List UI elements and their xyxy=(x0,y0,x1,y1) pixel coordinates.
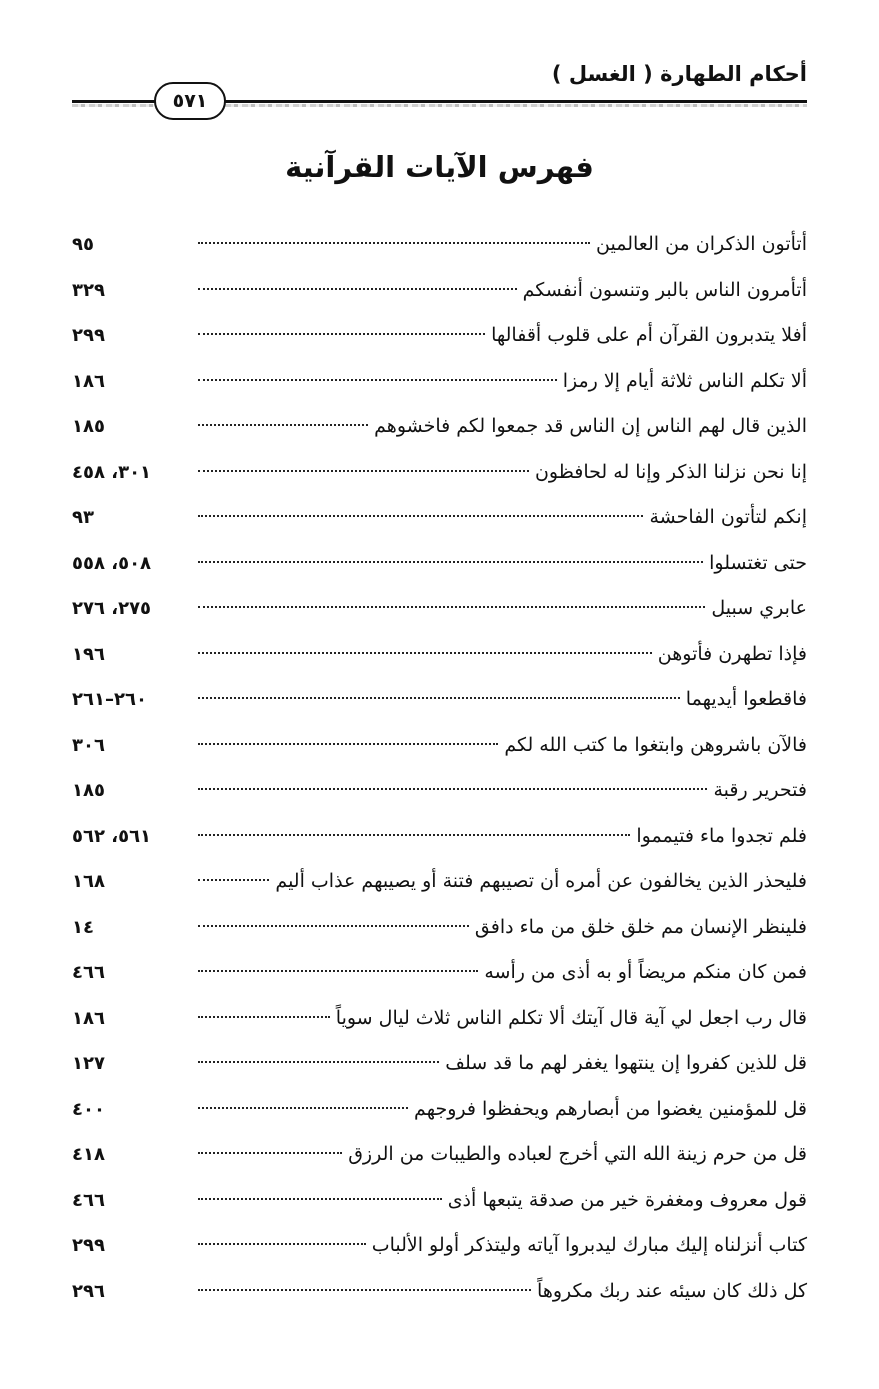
dot-leader xyxy=(198,424,368,426)
verse-text: فلم تجدوا ماء فتيمموا xyxy=(636,824,807,847)
page-refs: ٣٠١، ٤٥٨ xyxy=(72,461,152,483)
index-title: فهرس الآيات القرآنية xyxy=(285,150,594,184)
index-entry xyxy=(72,859,807,905)
page-refs: ٢٦٠–٢٦١ xyxy=(72,689,147,710)
dot-leader xyxy=(198,606,705,608)
index-entry xyxy=(72,1178,807,1224)
index-entry xyxy=(72,768,807,814)
dot-leader xyxy=(198,379,557,381)
page-refs: ٥٠٨، ٥٥٨ xyxy=(72,552,152,574)
index-entry xyxy=(72,950,807,996)
page-number: ٥٧١ xyxy=(154,82,226,120)
page-refs: ١٨٦ xyxy=(72,1007,105,1029)
book-title: أحكام الطهارة ( الغسل ) xyxy=(551,62,807,86)
index-entry xyxy=(72,1041,807,1087)
page-refs: ١٨٥ xyxy=(72,416,105,437)
page-refs: ٤٠٠ xyxy=(72,1098,105,1120)
verse-text: فمن كان منكم مريضاً أو به أذى من رأسه xyxy=(484,961,807,983)
index-entry xyxy=(72,222,807,268)
dot-leader xyxy=(198,834,630,836)
index-entry xyxy=(72,632,807,678)
dot-leader xyxy=(198,925,469,927)
index-entry xyxy=(72,586,807,632)
verse-text: قل للذين كفروا إن ينتهوا يغفر لهم ما قد سلف xyxy=(445,1052,807,1074)
verse-text: عابري سبيل xyxy=(711,597,807,619)
page-refs: ٢٩٦ xyxy=(72,1280,105,1302)
verse-index-list xyxy=(72,222,807,1314)
index-entry xyxy=(72,313,807,359)
running-header xyxy=(72,62,807,110)
dot-leader xyxy=(198,1061,439,1063)
page-refs: ٢٩٩ xyxy=(72,1235,105,1256)
index-entry xyxy=(72,404,807,450)
verse-text: كل ذلك كان سيئه عند ربك مكروهاً xyxy=(537,1279,807,1302)
verse-text: فالآن باشروهن وابتغوا ما كتب الله لكم xyxy=(504,733,807,756)
verse-text: قال رب اجعل لي آية قال آيتك ألا تكلم الناس ثلاث ليال سوياً xyxy=(335,1006,807,1029)
index-entry xyxy=(72,1087,807,1133)
page-refs: ٢٩٩ xyxy=(72,325,105,346)
page-refs: ١٦٨ xyxy=(72,871,105,892)
dot-leader xyxy=(198,970,478,972)
page-refs: ٢٧٥، ٢٧٦ xyxy=(72,598,152,619)
page-refs: ١٨٥ xyxy=(72,780,105,801)
verse-text: فلينظر الإنسان مم خلق خلق من ماء دافق xyxy=(474,915,807,938)
verse-text: قل للمؤمنين يغضوا من أبصارهم ويحفظوا فروجهم xyxy=(414,1097,807,1120)
dot-leader xyxy=(198,1198,442,1200)
page-refs: ٥٦١، ٥٦٢ xyxy=(72,825,152,847)
index-entry xyxy=(72,814,807,860)
verse-text: قل من حرم زينة الله التي أخرج لعباده والطيبات من الرزق xyxy=(348,1143,807,1165)
page-refs: ٤٦٦ xyxy=(72,1189,105,1211)
index-entry xyxy=(72,450,807,496)
page-refs: ٩٣ xyxy=(72,507,94,528)
verse-text: أتأتون الذكران من العالمين xyxy=(596,233,807,255)
dot-leader xyxy=(198,561,703,563)
dot-leader xyxy=(198,1107,408,1109)
index-entry xyxy=(72,541,807,587)
page-refs: ٤٦٦ xyxy=(72,962,105,983)
verse-text: إنا نحن نزلنا الذكر وإنا له لحافظون xyxy=(534,460,807,483)
index-entry xyxy=(72,1132,807,1178)
verse-text: فتحرير رقبة xyxy=(713,779,807,801)
dot-leader xyxy=(198,879,269,881)
dot-leader xyxy=(198,333,485,335)
index-entry xyxy=(72,359,807,405)
dot-leader xyxy=(198,288,517,290)
index-entry xyxy=(72,723,807,769)
page-refs: ٣٢٩ xyxy=(72,279,105,301)
verse-text: كتاب أنزلناه إليك مبارك ليدبروا آياته وليتذكر أولو الألباب xyxy=(371,1234,807,1256)
page-refs: ١٩٦ xyxy=(72,643,105,665)
page-refs: ١٨٦ xyxy=(72,370,105,392)
verse-text: حتى تغتسلوا xyxy=(709,551,807,574)
verse-text: أفلا يتدبرون القرآن أم على قلوب أقفالها xyxy=(491,324,807,346)
dot-leader xyxy=(198,242,590,244)
dot-leader xyxy=(198,1243,366,1245)
verse-text: إنكم لتأتون الفاحشة xyxy=(649,506,807,528)
dot-leader xyxy=(198,1152,342,1154)
verse-text: فليحذر الذين يخالفون عن أمره أن تصيبهم فتنة أو يصيبهم عذاب أليم xyxy=(275,870,807,892)
page-refs: ٤١٨ xyxy=(72,1144,105,1165)
verse-text: فإذا تطهرن فأتوهن xyxy=(657,642,807,665)
dot-leader xyxy=(198,788,707,790)
dot-leader xyxy=(198,515,643,517)
page-refs: ٣٠٦ xyxy=(72,734,105,756)
index-entry xyxy=(72,268,807,314)
verse-text: الذين قال لهم الناس إن الناس قد جمعوا لكم فاخشوهم xyxy=(374,415,807,437)
page-refs: ٩٥ xyxy=(72,234,94,255)
index-entry xyxy=(72,996,807,1042)
index-entry xyxy=(72,677,807,723)
dot-leader xyxy=(198,652,652,654)
dot-leader xyxy=(198,1289,531,1291)
dot-leader xyxy=(198,697,680,699)
verse-text: فاقطعوا أيديهما xyxy=(685,688,807,710)
verse-text: ألا تكلم الناس ثلاثة أيام إلا رمزا xyxy=(562,369,807,392)
index-entry xyxy=(72,495,807,541)
page-refs: ١٢٧ xyxy=(72,1053,105,1074)
verse-text: أتأمرون الناس بالبر وتنسون أنفسكم xyxy=(522,278,807,301)
page-refs: ١٤ xyxy=(72,916,94,938)
dot-leader xyxy=(198,470,529,472)
index-entry xyxy=(72,1223,807,1269)
dot-leader xyxy=(198,1016,330,1018)
index-entry xyxy=(72,1269,807,1315)
verse-text: قول معروف ومغفرة خير من صدقة يتبعها أذى xyxy=(447,1188,807,1211)
index-entry xyxy=(72,905,807,951)
dot-leader xyxy=(198,743,498,745)
